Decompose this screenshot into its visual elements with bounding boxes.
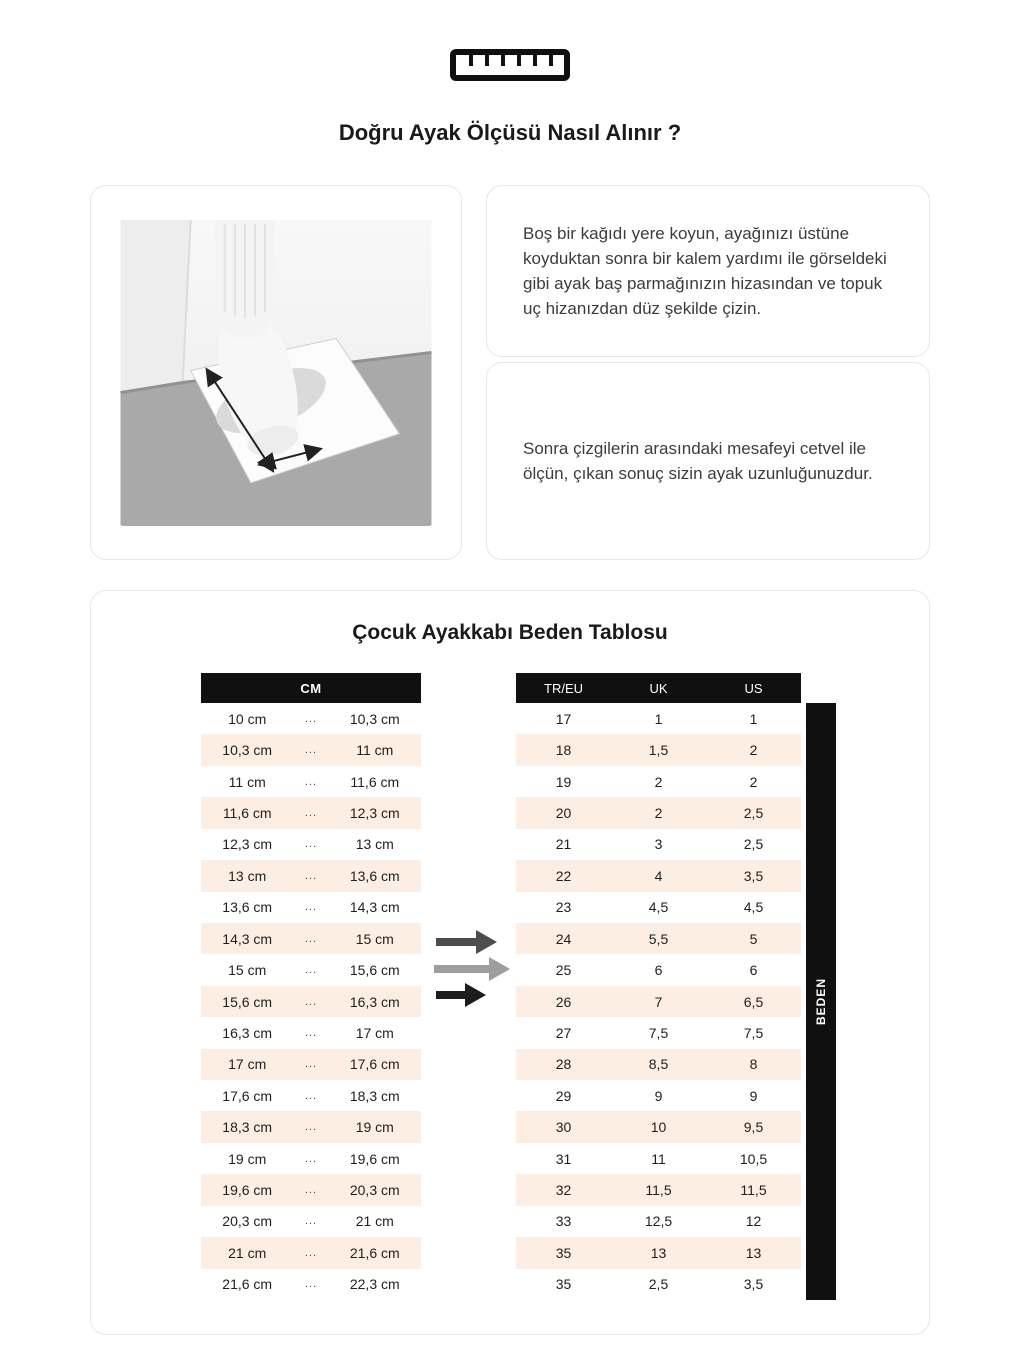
cm-from-value: 16,3 cm [222, 1024, 273, 1041]
size-cell-uk: 3 [654, 836, 663, 853]
size-chart-title: Çocuk Ayakkabı Beden Tablosu [352, 621, 668, 644]
size-table-row [516, 1017, 801, 1048]
size-cell-us: 13 [745, 1244, 762, 1261]
cm-table-row [201, 734, 421, 765]
cm-table-header [201, 673, 421, 703]
size-cell-tr-eu: 30 [555, 1119, 572, 1136]
size-cell-tr-eu: 22 [555, 867, 572, 884]
cm-to-value: 17 cm [355, 1024, 394, 1041]
size-cell-tr-eu: 26 [555, 993, 572, 1010]
cm-to-value: 12,3 cm [349, 804, 400, 821]
cm-to-value: 13 cm [355, 836, 394, 853]
size-chart-card [90, 590, 930, 1335]
size-cell-tr-eu: 21 [555, 836, 572, 853]
cm-from-value: 19 cm [228, 1150, 267, 1167]
cm-table-body [201, 703, 421, 1300]
cm-to-value: 16,3 cm [349, 993, 400, 1010]
size-table-row [516, 1174, 801, 1205]
instruction-step-1 [486, 185, 930, 357]
size-table-row [516, 1049, 801, 1080]
cm-from-value: 21,6 cm [222, 1276, 273, 1293]
cm-from-value: 15 cm [228, 962, 267, 979]
size-table-row [516, 892, 801, 923]
size-cell-tr-eu: 19 [555, 773, 572, 790]
cm-range-separator: ... [304, 712, 318, 725]
cm-range-separator: ... [304, 1215, 318, 1228]
size-cell-tr-eu: 24 [555, 930, 572, 947]
cm-table-row [201, 1111, 421, 1142]
size-cell-uk: 10 [650, 1119, 667, 1136]
arrow-light-gray [434, 957, 510, 981]
size-cell-us: 5 [749, 930, 758, 947]
size-cell-uk: 1,5 [648, 742, 669, 759]
size-cell-us: 8 [749, 1056, 758, 1073]
size-header-tr-eu: TR/EU [544, 680, 583, 696]
size-cell-uk: 2,5 [648, 1276, 669, 1293]
size-cell-tr-eu: 20 [555, 804, 572, 821]
size-table-row [516, 1111, 801, 1142]
size-table-row [516, 1143, 801, 1174]
cm-to-value: 11 cm [356, 742, 394, 759]
cm-to-value: 17,6 cm [349, 1056, 400, 1073]
size-cell-uk: 13 [650, 1244, 667, 1261]
cm-range-separator: ... [304, 1121, 318, 1134]
cm-from-value: 19,6 cm [222, 1182, 273, 1199]
size-table-row [516, 797, 801, 828]
size-cell-uk: 2 [654, 804, 663, 821]
cm-range-separator: ... [304, 869, 318, 882]
cm-table-row [201, 1206, 421, 1237]
cm-from-value: 11 cm [228, 773, 266, 790]
instruction-step-1-text: Boş bir kağıdı yere koyun, ayağınızı üstüne koyduktan sonra bir kalem yardımı ile görseldeki gibi ayak baş parmağınızın hizasından ve topuk uç hizanızdan düz şekilde çizin. [523, 224, 887, 318]
size-table-body [516, 703, 801, 1300]
cm-from-value: 17,6 cm [222, 1087, 273, 1104]
size-table-row [516, 703, 801, 734]
cm-range-separator: ... [304, 838, 318, 851]
size-cell-uk: 12,5 [644, 1213, 673, 1230]
size-cell-uk: 7,5 [648, 1024, 669, 1041]
size-cell-us: 2 [749, 742, 758, 759]
size-table-row [516, 923, 801, 954]
size-cell-us: 7,5 [743, 1024, 764, 1041]
instruction-step-2-text: Sonra çizgilerin arasındaki mesafeyi cetvel ile ölçün, çıkan sonuç sizin ayak uzunluğunuzdur. [523, 439, 873, 483]
cm-range-separator: ... [304, 901, 318, 914]
size-table-row [516, 1080, 801, 1111]
cm-range-separator: ... [304, 995, 318, 1008]
cm-to-value: 14,3 cm [349, 899, 400, 916]
size-cell-tr-eu: 17 [555, 710, 572, 727]
cm-table-row [201, 797, 421, 828]
size-cell-us: 2 [749, 773, 758, 790]
cm-to-value: 19,6 cm [349, 1150, 400, 1167]
size-cell-tr-eu: 35 [555, 1244, 572, 1261]
cm-to-value: 15,6 cm [349, 962, 400, 979]
cm-from-value: 17 cm [228, 1056, 267, 1073]
size-table-header [516, 673, 801, 703]
size-cell-tr-eu: 27 [555, 1024, 572, 1041]
cm-to-value: 21 cm [355, 1213, 394, 1230]
size-cell-us: 9,5 [743, 1119, 764, 1136]
cm-from-value: 12,3 cm [222, 836, 273, 853]
cm-from-value: 14,3 cm [222, 930, 273, 947]
size-cell-us: 3,5 [743, 867, 764, 884]
cm-from-value: 11,6 cm [222, 804, 272, 821]
size-table-row [516, 734, 801, 765]
transition-arrows-icon [434, 899, 524, 1009]
cm-header-label: CM [300, 680, 322, 696]
cm-range-separator: ... [304, 806, 318, 819]
size-cell-us: 2,5 [743, 836, 764, 853]
size-cell-uk: 2 [654, 773, 663, 790]
size-table-row [516, 829, 801, 860]
cm-table-row [201, 860, 421, 891]
size-cell-uk: 9 [654, 1087, 663, 1104]
cm-table-row [201, 1080, 421, 1111]
cm-from-value: 20,3 cm [222, 1213, 273, 1230]
size-table-row [516, 954, 801, 985]
cm-to-value: 11,6 cm [350, 773, 400, 790]
cm-range-separator: ... [304, 1058, 318, 1071]
cm-from-value: 21 cm [228, 1244, 267, 1261]
size-table-row [516, 1206, 801, 1237]
cm-from-value: 13 cm [228, 867, 267, 884]
size-cell-tr-eu: 28 [555, 1056, 572, 1073]
size-cell-us: 10,5 [739, 1150, 768, 1167]
size-header-us: US [744, 680, 763, 696]
cm-range-separator: ... [304, 1184, 318, 1197]
size-cell-tr-eu: 33 [555, 1213, 572, 1230]
cm-range-separator: ... [304, 1246, 318, 1259]
cm-to-value: 10,3 cm [349, 710, 400, 727]
instruction-step-2 [486, 362, 930, 560]
cm-range-separator: ... [304, 744, 318, 757]
cm-range-separator: ... [304, 964, 318, 977]
arrow-black [436, 983, 486, 1007]
size-cell-us: 3,5 [743, 1276, 764, 1293]
size-table-row [516, 1269, 801, 1300]
cm-table-row [201, 954, 421, 985]
cm-to-value: 22,3 cm [349, 1276, 400, 1293]
size-cell-uk: 1 [654, 710, 663, 727]
size-cell-us: 9 [749, 1087, 758, 1104]
photo-card [90, 185, 462, 560]
cm-range-separator: ... [304, 775, 318, 788]
size-cell-tr-eu: 23 [555, 899, 572, 916]
cm-to-value: 15 cm [355, 930, 394, 947]
cm-table-row [201, 986, 421, 1017]
ruler-icon [450, 48, 570, 82]
cm-table-row [201, 1017, 421, 1048]
cm-range-separator: ... [304, 1278, 318, 1291]
page-title: Doğru Ayak Ölçüsü Nasıl Alınır ? [338, 120, 682, 145]
size-cell-tr-eu: 32 [555, 1182, 572, 1199]
size-cell-tr-eu: 31 [555, 1150, 572, 1167]
size-cell-uk: 11 [651, 1150, 666, 1167]
cm-from-value: 15,6 cm [222, 993, 273, 1010]
cm-to-value: 13,6 cm [349, 867, 400, 884]
cm-from-value: 13,6 cm [222, 899, 273, 916]
size-cell-tr-eu: 25 [555, 962, 572, 979]
cm-range-separator: ... [304, 1089, 318, 1102]
cm-to-value: 20,3 cm [349, 1182, 400, 1199]
cm-table-row [201, 923, 421, 954]
size-cell-us: 6 [749, 962, 758, 979]
size-cell-tr-eu: 35 [555, 1276, 572, 1293]
size-cell-us: 12 [745, 1213, 762, 1230]
size-cell-us: 6,5 [743, 993, 764, 1010]
cm-table-row [201, 1049, 421, 1080]
cm-from-value: 10,3 cm [222, 742, 273, 759]
size-cell-us: 11,5 [740, 1182, 767, 1199]
size-table-row [516, 766, 801, 797]
arrow-dark-gray [436, 930, 497, 954]
cm-from-value: 18,3 cm [222, 1119, 273, 1136]
cm-table-row [201, 766, 421, 797]
size-cell-uk: 6 [654, 962, 663, 979]
size-cell-uk: 7 [654, 993, 663, 1010]
cm-table-row [201, 1237, 421, 1268]
beden-vertical-bar [806, 703, 836, 1300]
size-cell-uk: 8,5 [648, 1056, 669, 1073]
cm-to-value: 19 cm [355, 1119, 394, 1136]
cm-table-row [201, 703, 421, 734]
ruler-icon-wrap [0, 48, 1020, 82]
size-header-uk: UK [649, 680, 668, 696]
size-cell-tr-eu: 18 [555, 742, 572, 759]
size-cell-uk: 4 [654, 867, 663, 884]
beden-label: BEDEN [814, 977, 828, 1025]
size-table-row [516, 986, 801, 1017]
cm-range-separator: ... [304, 1026, 318, 1039]
cm-table-row [201, 1174, 421, 1205]
cm-table-row [201, 1269, 421, 1300]
size-table-row [516, 1237, 801, 1268]
size-table-row [516, 860, 801, 891]
cm-range-separator: ... [304, 932, 318, 945]
cm-table-row [201, 1143, 421, 1174]
size-cell-us: 1 [749, 710, 758, 727]
size-cell-tr-eu: 29 [555, 1087, 572, 1104]
cm-table-row [201, 892, 421, 923]
size-cell-us: 4,5 [743, 899, 764, 916]
size-cell-uk: 11,5 [645, 1182, 672, 1199]
cm-range-separator: ... [304, 1152, 318, 1165]
cm-to-value: 18,3 cm [349, 1087, 400, 1104]
cm-table-row [201, 829, 421, 860]
size-cell-us: 2,5 [743, 804, 764, 821]
size-cell-uk: 4,5 [648, 899, 669, 916]
foot-measurement-photo [120, 220, 432, 526]
size-cell-uk: 5,5 [648, 930, 669, 947]
cm-to-value: 21,6 cm [349, 1244, 400, 1261]
cm-from-value: 10 cm [228, 710, 267, 727]
